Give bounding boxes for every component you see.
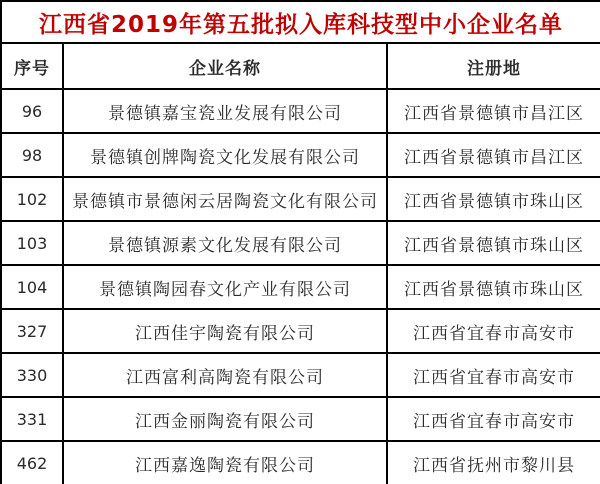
company-name-cell: 景德镇市景德闲云居陶瓷文化有限公司: [63, 177, 387, 221]
company-name-cell: 景德镇嘉宝瓷业发展有限公司: [63, 89, 387, 133]
table-row: [1, 441, 600, 484]
table-row: [1, 397, 600, 441]
company-name-cell: 江西富利高陶瓷有限公司: [63, 353, 387, 397]
location-cell: 江西省景德镇市珠山区: [387, 221, 600, 265]
column-header-company: 企业名称: [63, 43, 387, 89]
location-cell: 江西省景德镇市昌江区: [387, 89, 600, 133]
company-name-cell: 景德镇源素文化发展有限公司: [63, 221, 387, 265]
serial-cell: 462: [1, 441, 63, 484]
title-row: [1, 1, 600, 43]
location-cell: 江西省宜春市高安市: [387, 309, 600, 353]
serial-cell: 330: [1, 353, 63, 397]
table-row: [1, 309, 600, 353]
serial-cell: 327: [1, 309, 63, 353]
company-name-cell: 江西佳宇陶瓷有限公司: [63, 309, 387, 353]
location-cell: 江西省宜春市高安市: [387, 353, 600, 397]
table-row: [1, 89, 600, 133]
company-name-cell: 景德镇陶园春文化产业有限公司: [63, 265, 387, 309]
table-row: [1, 353, 600, 397]
serial-cell: 103: [1, 221, 63, 265]
serial-cell: 104: [1, 265, 63, 309]
location-cell: 江西省景德镇市昌江区: [387, 133, 600, 177]
serial-cell: 96: [1, 89, 63, 133]
serial-cell: 102: [1, 177, 63, 221]
location-cell: 江西省宜春市高安市: [387, 397, 600, 441]
company-name-cell: 江西嘉逸陶瓷有限公司: [63, 441, 387, 484]
serial-cell: 98: [1, 133, 63, 177]
table-row: [1, 133, 600, 177]
column-header-location: 注册地: [387, 43, 600, 89]
table-row: [1, 221, 600, 265]
company-name-cell: 江西金丽陶瓷有限公司: [63, 397, 387, 441]
company-name-cell: 景德镇创牌陶瓷文化发展有限公司: [63, 133, 387, 177]
location-cell: 江西省抚州市黎川县: [387, 441, 600, 484]
location-cell: 江西省景德镇市珠山区: [387, 265, 600, 309]
serial-cell: 331: [1, 397, 63, 441]
page-title: 江西省2019年第五批拟入库科技型中小企业名单: [1, 1, 600, 43]
table-row: [1, 177, 600, 221]
column-header-index: 序号: [1, 43, 63, 89]
header-row: [1, 43, 600, 89]
location-cell: 江西省景德镇市珠山区: [387, 177, 600, 221]
table-row: [1, 265, 600, 309]
